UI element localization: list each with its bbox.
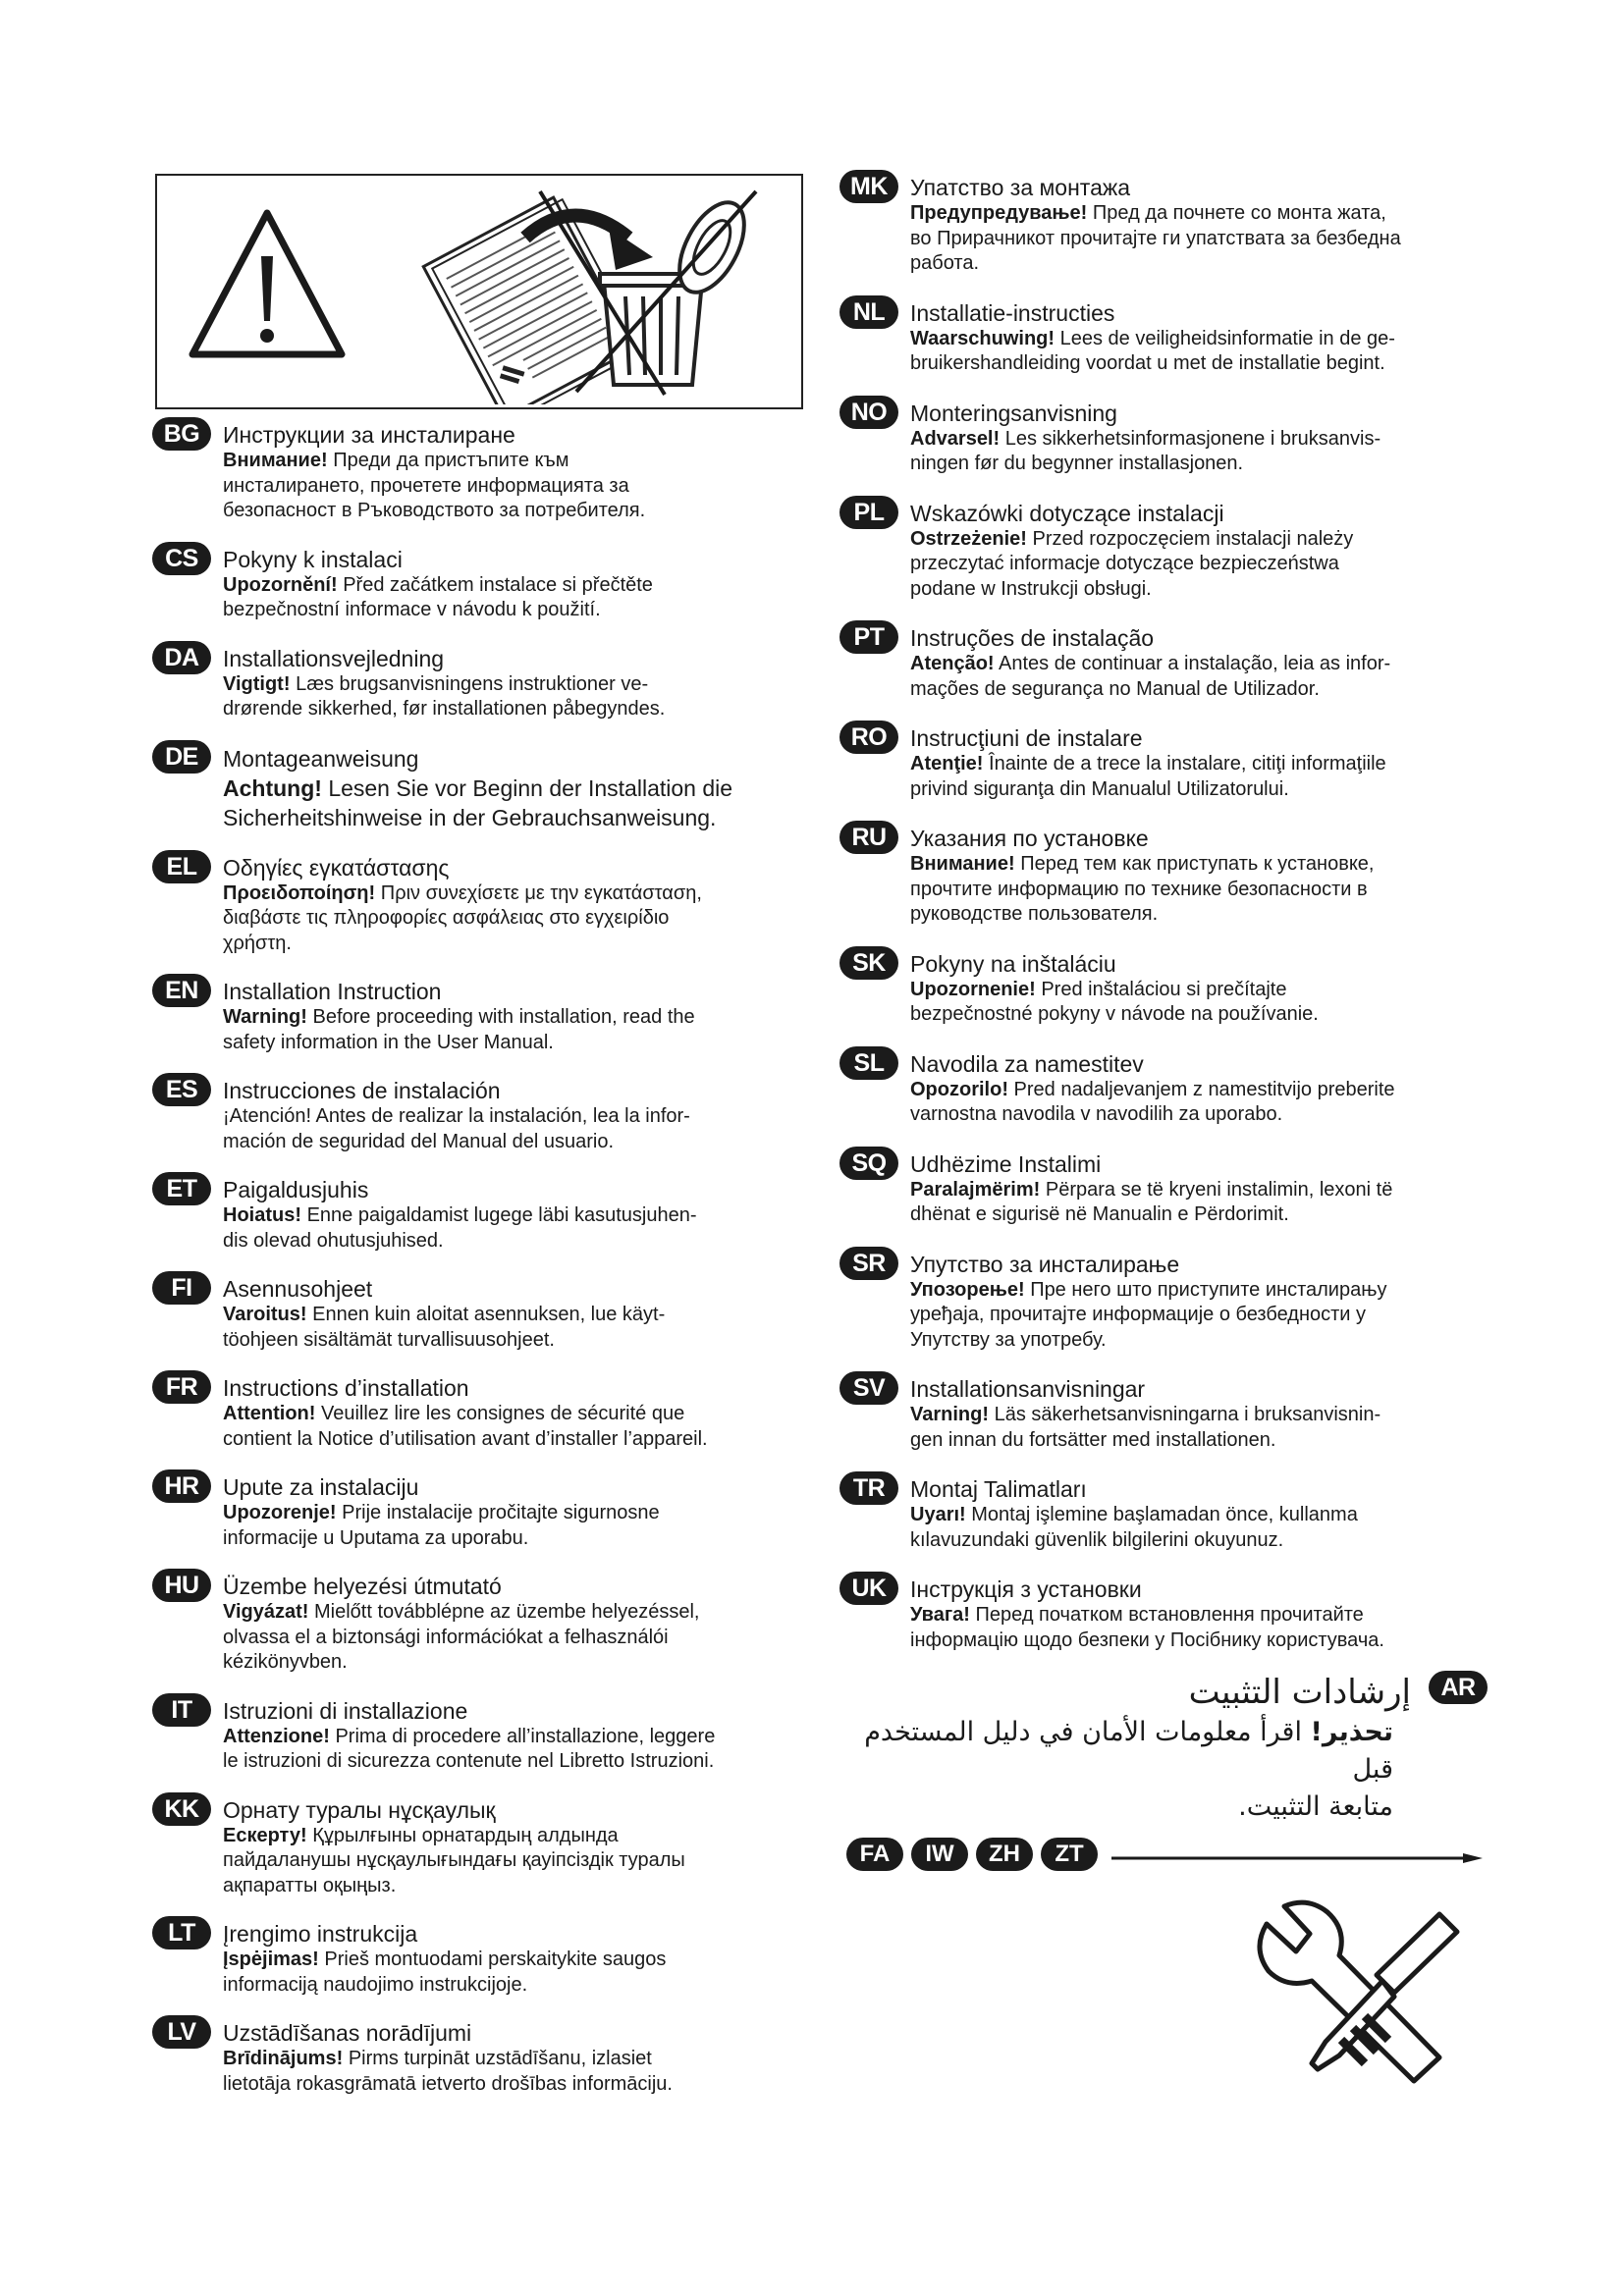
- warning-label: Atenção!: [910, 653, 995, 674]
- section-cs: [152, 544, 805, 623]
- body-line: contient la Notice d’utilisation avant d’installer l’appareil.: [223, 1427, 708, 1450]
- section-title: Montageanweisung: [223, 745, 419, 772]
- body-line: kézikönyvben.: [223, 1651, 348, 1673]
- body-line: Преди да пристъпите към: [333, 450, 569, 471]
- body-line: le istruzioni di sicurezza contenute nel Libretto Istruzioni.: [223, 1750, 715, 1772]
- section-title: Wskazówki dotyczące instalacji: [910, 500, 1224, 526]
- section-el: [152, 852, 805, 957]
- lang-badge-ar: AR: [1429, 1671, 1488, 1704]
- warning-label: Upozorenje!: [223, 1502, 337, 1523]
- warning-label: Upozornenie!: [910, 978, 1036, 1000]
- warning-label: Увага!: [910, 1604, 970, 1626]
- section-da: [152, 643, 805, 722]
- body-line: Перед початком встановлення прочитайте: [975, 1604, 1364, 1626]
- body-line: инсталирането, прочетете информацията за: [223, 474, 629, 497]
- body-line: kılavuzundaki güvenlik bilgilerini okuyunuz.: [910, 1528, 1284, 1551]
- section-pl: [839, 498, 1497, 603]
- lang-badge-zh: ZH: [976, 1838, 1033, 1871]
- warning-label: Ostrzeżenie!: [910, 527, 1027, 550]
- body-line: безопасност в Ръководството за потребителя.: [223, 500, 646, 521]
- section-title: Οδηγίες εγκατάστασης: [223, 854, 450, 881]
- lang-badge-ro: RO: [839, 721, 898, 754]
- body-line: podane w Instrukcji obsługi.: [910, 577, 1152, 600]
- lang-badge-ru: RU: [839, 821, 898, 854]
- body-line: прочтите информацию по технике безопасности в: [910, 878, 1368, 900]
- body-line: informaciją naudojimo instrukcijoje.: [223, 1973, 528, 1996]
- wrench-screwdriver-icon: [1247, 1895, 1463, 2091]
- warning-label: Uyarı!: [910, 1504, 966, 1525]
- body-line: bezpečnostní informace v návodu k použití.: [223, 599, 601, 620]
- body-line: Lees de veiligheidsinformatie in de ge-: [1059, 327, 1395, 349]
- warning-label: Įspėjimas!: [223, 1949, 319, 1970]
- body-line: Les sikkerhetsinformasjonene i bruksanvis-: [1004, 427, 1381, 450]
- section-title: Инструкции за инсталиране: [223, 422, 515, 448]
- lang-badge-kk: KK: [152, 1792, 211, 1826]
- section-sq: [839, 1148, 1497, 1228]
- body-line: пайдаланушы нұсқаулығындағы қауіпсіздік туралы: [223, 1849, 685, 1871]
- lang-badge-sl: SL: [839, 1046, 898, 1080]
- other-languages-row: [846, 1838, 1485, 1877]
- section-title: Uzstādīšanas norādījumi: [223, 2020, 472, 2046]
- warning-label: Varoitus!: [223, 1304, 307, 1325]
- body-line: ningen før du begynner installasjonen.: [910, 453, 1244, 474]
- body-line: متابعة التثبيت.: [1238, 1791, 1393, 1822]
- body-line: во Прирачникот прочитајте ги упатствата за безбедна: [910, 227, 1401, 249]
- warning-label: Предупредување!: [910, 202, 1088, 224]
- section-lv: [152, 2020, 805, 2097]
- warning-label: Paralajmërim!: [910, 1178, 1041, 1201]
- body-line: Enne paigaldamist lugege läbi kasutusjuhen-: [306, 1204, 697, 1226]
- body-line: Упутству за употребу.: [910, 1328, 1107, 1351]
- body-line: bruikershandleiding voordat u met de installatie begint.: [910, 352, 1385, 374]
- body-line: ақпаратты оқыңыз.: [223, 1874, 397, 1896]
- body-line: Înainte de a trece la instalare, citiţi informaţiile: [989, 753, 1386, 774]
- section-tr: [839, 1476, 1497, 1553]
- section-hu: [152, 1574, 805, 1676]
- lang-badge-et: ET: [152, 1172, 211, 1205]
- lang-badge-cs: CS: [152, 542, 211, 575]
- body-line: Veuillez lire les consignes de sécurité que: [320, 1403, 685, 1424]
- section-title: Installatie-instructies: [910, 299, 1115, 326]
- body-line: olvassa el a biztonsági információkat a felhasználói: [223, 1626, 669, 1648]
- lang-badge-hr: HR: [152, 1469, 211, 1503]
- left-language-column: [152, 422, 805, 2119]
- lang-badge-it: IT: [152, 1693, 211, 1727]
- body-line: dis olevad ohutusjuhised.: [223, 1229, 444, 1252]
- section-title: Instrucciones de instalación: [223, 1078, 501, 1103]
- section-title: Pokyny k instalaci: [223, 546, 403, 572]
- body-line: Құрылғыны орнатардың алдында: [312, 1824, 619, 1846]
- body-line: drørende sikkerhed, før installationen påbegyndes.: [223, 698, 666, 720]
- section-title: Installationsanvisningar: [910, 1376, 1146, 1402]
- body-line: lietotāja rokasgrāmatā ietverto drošības informāciju.: [223, 2072, 673, 2095]
- section-title: Pokyny na inštaláciu: [910, 950, 1116, 977]
- warning-label: Waarschuwing!: [910, 327, 1056, 349]
- body-line: διαβάστε τις πληροφορίες ασφάλειας στο εγχειρίδιο: [223, 907, 670, 929]
- warning-label: Atenţie!: [910, 753, 984, 774]
- section-mk: [839, 175, 1497, 277]
- body-line: Lesen Sie vor Beginn der Installation die: [328, 774, 733, 801]
- body-line: Pred nadaljevanjem z namestitvijo preberite: [1013, 1078, 1395, 1100]
- section-no: [839, 400, 1497, 477]
- section-title: Installationsvejledning: [223, 645, 445, 671]
- section-ar: [839, 1673, 1488, 1826]
- warning-label: Προειδοποίηση!: [223, 881, 376, 904]
- body-line: mación de seguridad del Manual del usuario.: [223, 1130, 615, 1152]
- body-line: Пре него што приступите инсталирању: [1030, 1278, 1387, 1301]
- warning-label: Упозорење!: [910, 1278, 1025, 1301]
- section-lt: [152, 1921, 805, 1998]
- body-line: Prima di procedere all’installazione, leggere: [335, 1725, 716, 1747]
- section-title: Упатство за монтажа: [910, 175, 1131, 200]
- body-line: руководстве пользователя.: [910, 903, 1159, 925]
- body-line: töohjeen sisältämät turvallisuusohjeet.: [223, 1328, 555, 1351]
- body-line: Before proceeding with installation, read the: [312, 1006, 695, 1028]
- section-title: Instrucţiuni de instalare: [910, 725, 1143, 751]
- lang-badge-pl: PL: [839, 496, 898, 529]
- body-line: mações de segurança no Manual de Utilizador.: [910, 677, 1320, 700]
- lang-badge-uk: UK: [839, 1572, 898, 1605]
- body-line: privind siguranţa din Manualul Utilizatorului.: [910, 777, 1289, 800]
- body-line: safety information in the User Manual.: [223, 1031, 554, 1053]
- lang-badge-sr: SR: [839, 1247, 898, 1280]
- section-fr: [152, 1375, 805, 1452]
- body-line: работа.: [910, 252, 979, 274]
- section-title: Montaj Talimatları: [910, 1476, 1087, 1502]
- warning-label: Attenzione!: [223, 1725, 330, 1747]
- lang-badge-el: EL: [152, 850, 211, 883]
- lang-badge-tr: TR: [839, 1471, 898, 1505]
- body-line: Πριν συνεχίσετε με την εγκατάσταση,: [380, 881, 702, 904]
- lang-badge-hu: HU: [152, 1569, 211, 1602]
- body-line: varnostna navodila v navodilih za uporabo.: [910, 1103, 1283, 1125]
- body-line: Ennen kuin aloitat asennuksen, lue käyt-: [312, 1304, 666, 1325]
- section-en: [152, 979, 805, 1055]
- section-it: [152, 1695, 805, 1775]
- section-bg: [152, 422, 805, 524]
- body-line: Läs säkerhetsanvisningarna i bruksanvisnin-: [994, 1404, 1381, 1425]
- warning-label: Varning!: [910, 1404, 990, 1425]
- warning-illustration-box: [155, 174, 803, 409]
- arrow-right-icon: [1111, 1853, 1485, 1863]
- body-line: Prieš montuodami perskaitykite saugos: [324, 1949, 667, 1970]
- section-title: Navodila za namestitev: [910, 1050, 1144, 1077]
- warning-label: Hoiatus!: [223, 1204, 301, 1226]
- body-line: Prije instalacije pročitajte sigurnosne: [342, 1502, 660, 1523]
- body-line: Przed rozpoczęciem instalacji należy: [1032, 527, 1354, 550]
- body-line: gen innan du fortsätter med installationen.: [910, 1428, 1276, 1451]
- lang-badge-mk: MK: [839, 170, 898, 203]
- section-hr: [152, 1474, 805, 1551]
- body-line: Përpara se të kryeni instalimin, lexoni të: [1045, 1178, 1393, 1201]
- body-line: Læs brugsanvisningens instruktioner ve-: [296, 672, 649, 695]
- lang-badge-en: EN: [152, 974, 211, 1007]
- section-title: إرشادات التثبيت: [1188, 1673, 1411, 1712]
- lang-badge-sv: SV: [839, 1371, 898, 1405]
- section-sr: [839, 1249, 1497, 1354]
- lang-badge-fi: FI: [152, 1271, 211, 1305]
- section-sk: [839, 948, 1497, 1028]
- lang-badge-zt: ZT: [1041, 1838, 1098, 1871]
- warning-label: Opozorilo!: [910, 1078, 1008, 1100]
- section-title: Орнату туралы нұсқаулық: [223, 1796, 496, 1823]
- section-ru: [839, 826, 1497, 928]
- section-title: Instructions d’installation: [223, 1375, 469, 1401]
- body-line: Sicherheitshinweise in der Gebrauchsanweisung.: [223, 804, 717, 830]
- section-sl: [839, 1048, 1497, 1128]
- warning-label: Advarsel!: [910, 427, 1001, 450]
- section-pt: [839, 625, 1497, 702]
- section-title: Instruções de instalação: [910, 625, 1155, 651]
- body-line: уређаја, прочитајте информације о безбедности у: [910, 1304, 1367, 1325]
- section-title: Указания по установке: [910, 826, 1149, 851]
- lang-badge-sq: SQ: [839, 1147, 898, 1180]
- warning-label: Brīdinājums!: [223, 2048, 344, 2069]
- body-line: Antes de continuar a instalação, leia as infor-: [999, 653, 1391, 674]
- body-line: اقرأ معلومات الأمان في دليل المستخدم قبل: [864, 1717, 1393, 1785]
- section-sv: [839, 1376, 1497, 1453]
- lang-badge-pt: PT: [839, 620, 898, 654]
- lang-badge-es: ES: [152, 1073, 211, 1106]
- lang-badge-fr: FR: [152, 1370, 211, 1404]
- body-line: Mielőtt továbblépne az üzembe helyezéssel,: [314, 1601, 700, 1623]
- section-body: [839, 1714, 1393, 1826]
- lang-badge-no: NO: [839, 396, 898, 429]
- section-title: Istruzioni di installazione: [223, 1697, 468, 1724]
- section-kk: [152, 1794, 805, 1899]
- body-line: Перед тем как приступать к установке,: [1020, 853, 1375, 875]
- section-title: Udhëzime Instalimi: [910, 1150, 1102, 1177]
- section-de: [152, 742, 805, 832]
- section-title: Installation Instruction: [223, 979, 442, 1004]
- body-line: Пред да почнете со монта жата,: [1092, 202, 1386, 224]
- lang-badge-iw: IW: [911, 1838, 968, 1871]
- section-title: Üzembe helyezési útmutató: [223, 1574, 502, 1599]
- manual-to-bin-icon: [407, 184, 781, 404]
- body-line: przeczytać informacje dotyczące bezpieczeństwa: [910, 553, 1339, 574]
- warning-label: Внимание!: [910, 853, 1015, 875]
- body-line: Před začátkem instalace si přečtěte: [343, 573, 653, 596]
- warning-label: Upozornění!: [223, 573, 338, 596]
- lang-badge-bg: BG: [152, 417, 211, 451]
- lang-badge-lt: LT: [152, 1916, 211, 1949]
- lang-badge-da: DA: [152, 641, 211, 674]
- section-title: Інструкція з установки: [910, 1576, 1142, 1602]
- body-line: Pirms turpināt uzstādīšanu, izlasiet: [348, 2048, 652, 2069]
- warning-label: ¡Atención!: [223, 1105, 312, 1127]
- section-title: Monteringsanvisning: [910, 400, 1117, 426]
- section-et: [152, 1177, 805, 1254]
- section-title: Paigaldusjuhis: [223, 1177, 369, 1202]
- warning-label: Ескерту!: [223, 1824, 307, 1846]
- body-line: χρήστη.: [223, 932, 292, 954]
- body-line: bezpečnostné pokyny v návode na používanie.: [910, 1003, 1319, 1025]
- section-fi: [152, 1276, 805, 1353]
- lang-badge-nl: NL: [839, 295, 898, 329]
- body-line: dhënat e sigurisë në Manualin e Përdorimit.: [910, 1203, 1289, 1225]
- warning-label: تحذير!: [1310, 1717, 1393, 1747]
- warning-label: Achtung!: [223, 774, 322, 801]
- warning-label: Attention!: [223, 1403, 316, 1424]
- body-line: Montaj işlemine başlamadan önce, kullanma: [971, 1504, 1358, 1525]
- lang-badge-fa: FA: [846, 1838, 903, 1871]
- warning-label: Vigtigt!: [223, 672, 291, 695]
- section-nl: [839, 297, 1497, 377]
- warning-triangle-icon: [187, 205, 349, 367]
- section-title: Upute za instalaciju: [223, 1474, 419, 1500]
- right-language-column: [839, 175, 1497, 1677]
- section-title: Asennusohjeet: [223, 1276, 373, 1302]
- lang-badge-lv: LV: [152, 2015, 211, 2049]
- section-title: Упутство за инсталирање: [910, 1251, 1180, 1277]
- body-line: informacije u Uputama za uporabu.: [223, 1526, 529, 1549]
- body-line: Pred inštaláciou si prečítajte: [1041, 978, 1287, 1000]
- section-uk: [839, 1576, 1497, 1653]
- section-title: Įrengimo instrukcija: [223, 1921, 418, 1947]
- body-line: інформацію щодо безпеки у Посібнику користувача.: [910, 1629, 1384, 1651]
- section-es: [152, 1078, 805, 1154]
- warning-label: Vigyázat!: [223, 1601, 309, 1623]
- warning-label: Внимание!: [223, 450, 328, 471]
- warning-label: Warning!: [223, 1006, 307, 1028]
- body-line: Antes de realizar la instalación, lea la infor-: [315, 1105, 690, 1127]
- lang-badge-de: DE: [152, 740, 211, 774]
- section-ro: [839, 725, 1497, 802]
- lang-badge-sk: SK: [839, 946, 898, 980]
